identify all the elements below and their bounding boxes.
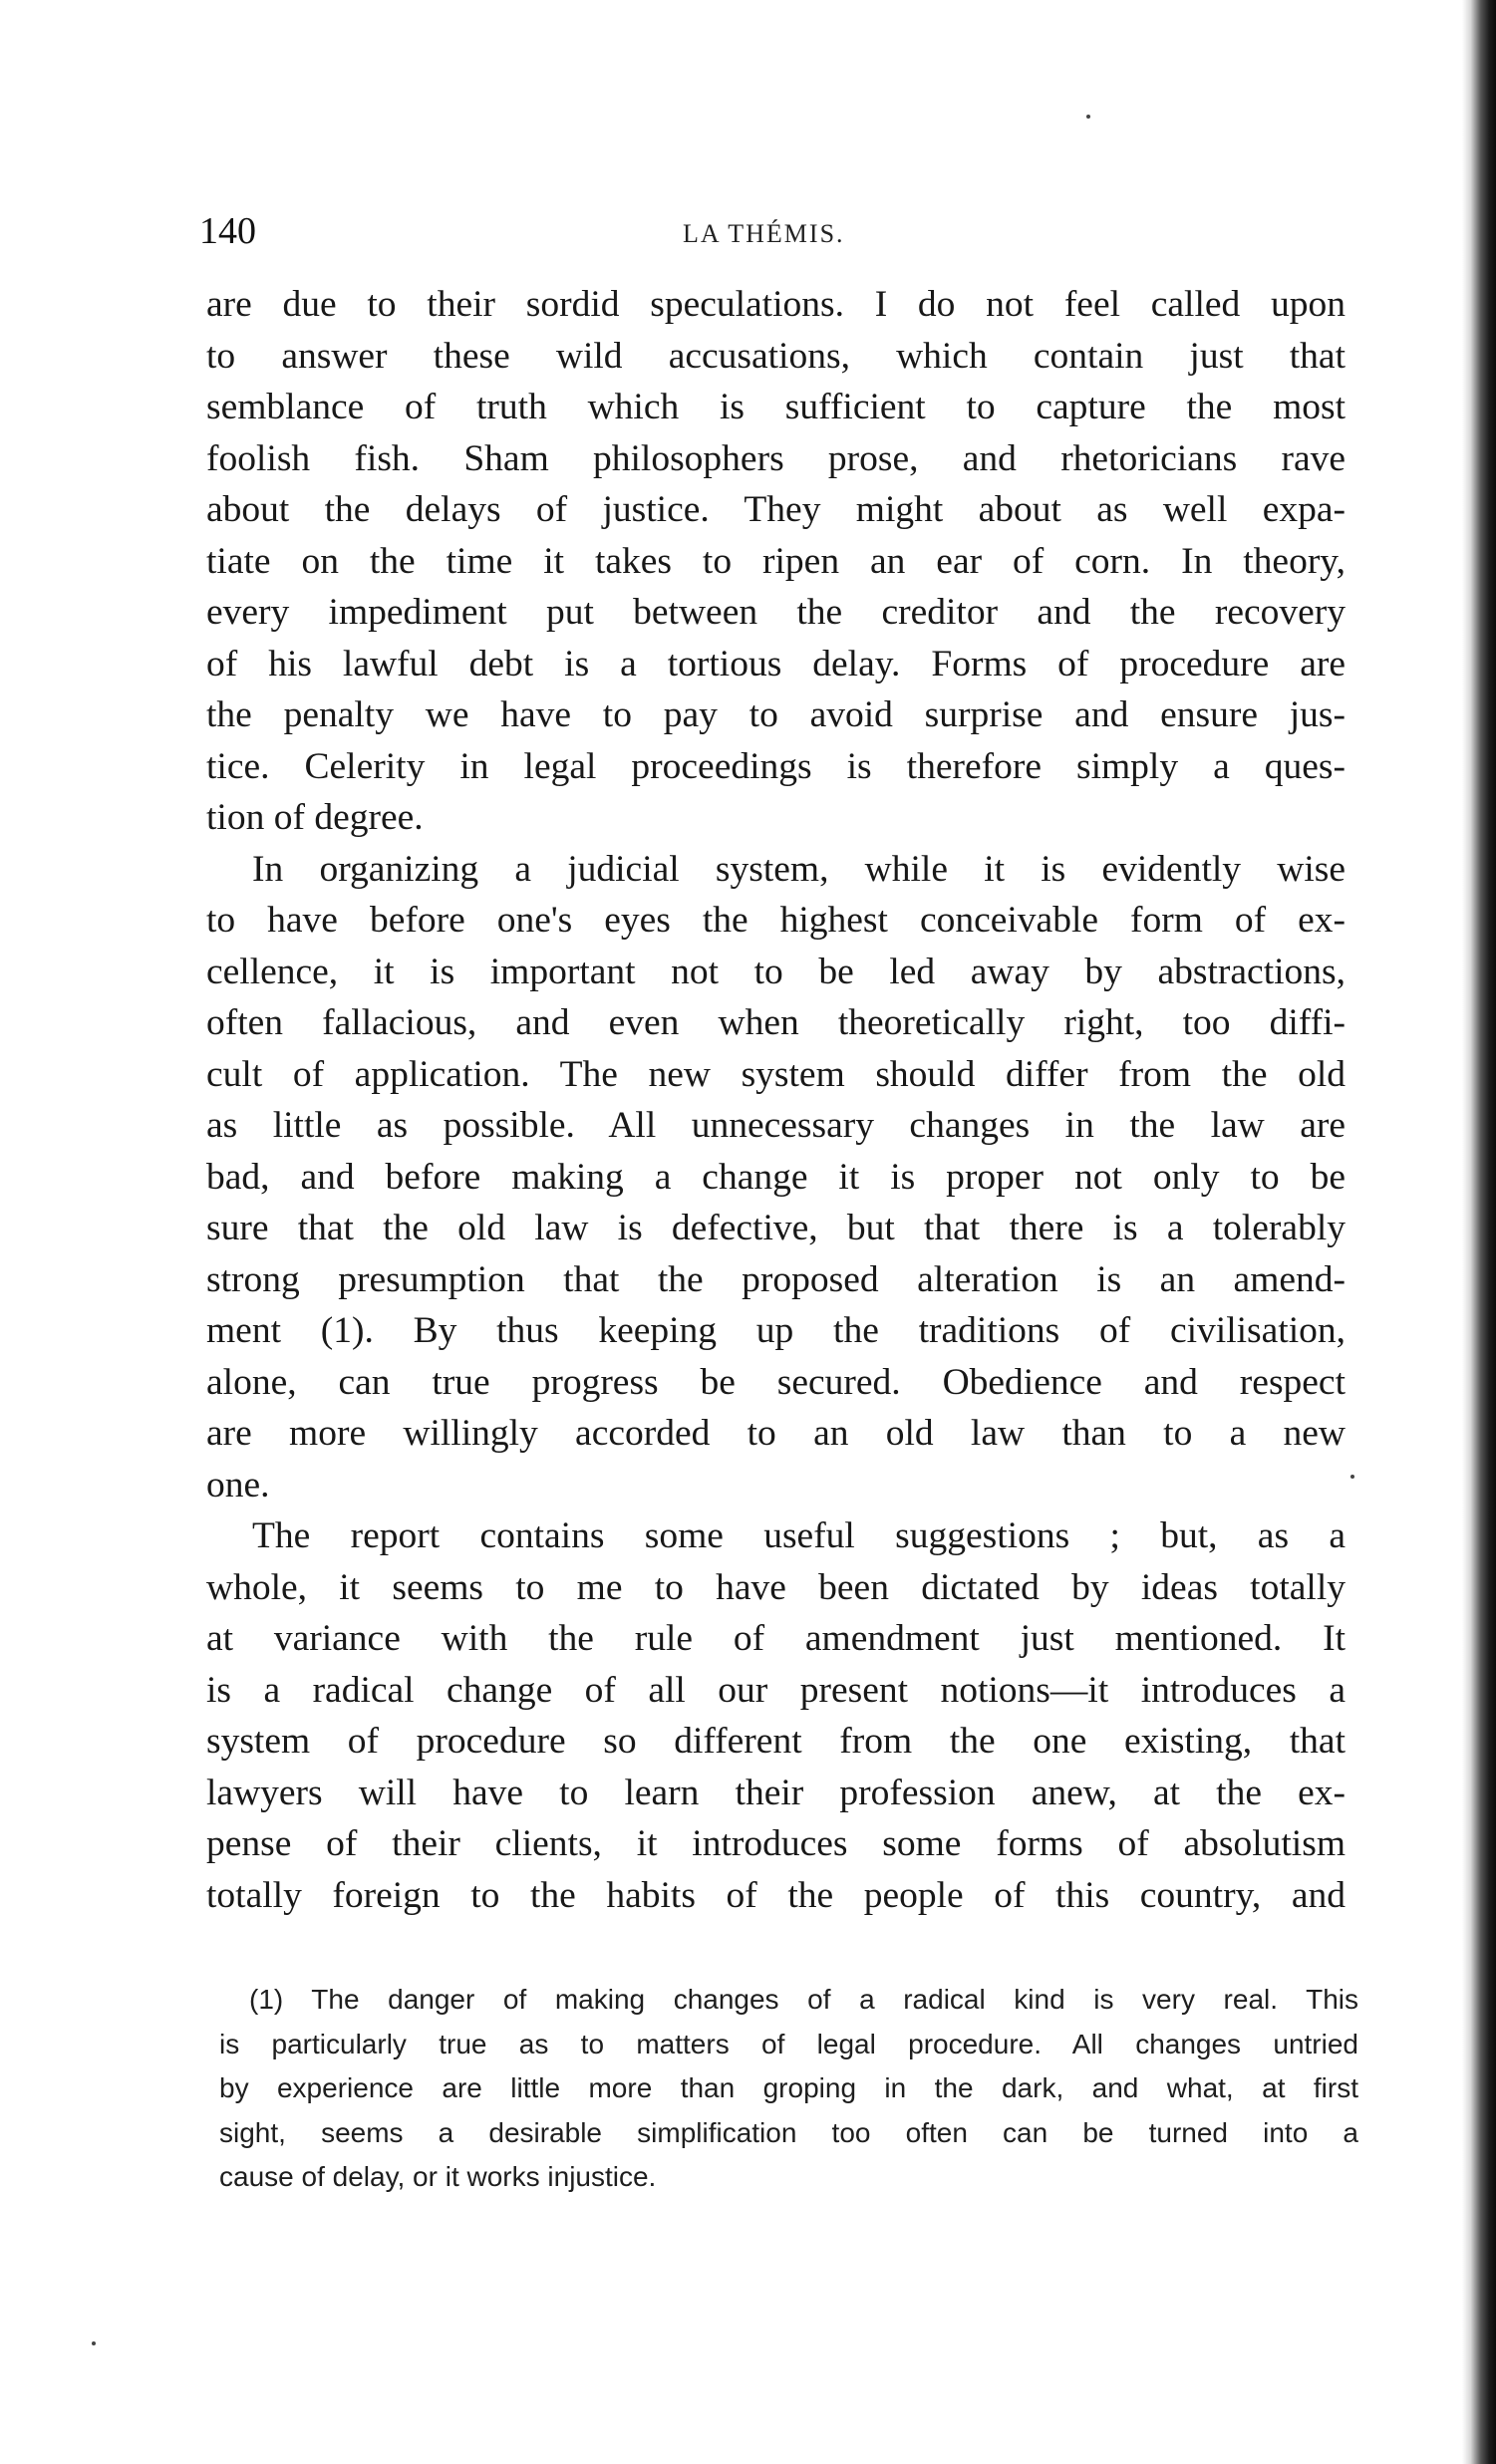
text-line: of his lawful debt is a tortious delay. Forms of procedure are <box>206 643 1346 684</box>
footnote-line: cause of delay, or it works injustice. <box>219 2161 657 2192</box>
footnote-line: (1) The danger of making changes of a radical kind is very real. This <box>249 1984 1358 2015</box>
text-line: are more willingly accorded to an old law than to a new <box>206 1413 1346 1454</box>
text-line: cult of application. The new system should differ from the old <box>206 1053 1346 1095</box>
text-line: tiate on the time it takes to ripen an ear of corn. In theory, <box>206 540 1346 582</box>
text-line: lawyers will have to learn their profession anew, at the ex- <box>206 1772 1346 1813</box>
body-text <box>206 279 1346 1921</box>
text-line: often fallacious, and even when theoretically right, too diffi- <box>206 1002 1346 1043</box>
paragraph-2 <box>206 844 1346 1511</box>
text-line: at variance with the rule of amendment just mentioned. It <box>206 1618 1346 1659</box>
text-line: foolish fish. Sham philosophers prose, and rhetoricians rave <box>206 437 1346 479</box>
text-line: In organizing a judicial system, while it is evidently wise <box>252 848 1346 890</box>
footnote-line: sight, seems a desirable simplification too often can be turned into a <box>219 2116 1358 2148</box>
text-line: to answer these wild accusations, which contain just that <box>206 335 1346 377</box>
print-speck <box>1086 115 1090 119</box>
book-binding-shadow <box>1462 0 1496 2464</box>
text-line: cellence, it is important not to be led away by abstractions, <box>206 951 1346 992</box>
text-line: to have before one's eyes the highest conceivable form of ex- <box>206 900 1346 941</box>
text-line: one. <box>206 1464 270 1506</box>
page-header <box>199 209 1346 259</box>
text-line: sure that the old law is defective, but that there is a tolerably <box>206 1208 1346 1248</box>
text-line: every impediment put between the creditor and the recovery <box>206 592 1346 633</box>
paragraph-3 <box>206 1510 1346 1921</box>
text-line: pense of their clients, it introduces some forms of absolutism <box>206 1823 1346 1864</box>
text-line: The report contains some useful suggestions ; but, as a <box>252 1515 1346 1556</box>
footnote <box>219 1978 1358 2200</box>
text-line: ment (1). By thus keeping up the traditions of civilisation, <box>206 1310 1346 1351</box>
print-speck <box>92 2341 96 2345</box>
print-speck <box>1350 1475 1354 1479</box>
text-line: strong presumption that the proposed alteration is an amend- <box>206 1258 1346 1300</box>
running-title: LA THÉMIS. <box>683 219 845 248</box>
text-line: about the delays of justice. They might about as well expa- <box>206 489 1346 530</box>
text-line: as little as possible. All unnecessary changes in the law are <box>206 1105 1346 1146</box>
footnote-line: is particularly true as to matters of legal procedure. All changes untried <box>219 2028 1358 2059</box>
text-line: tion of degree. <box>206 797 424 838</box>
footnote-line: by experience are little more than groping in the dark, and what, at first <box>219 2072 1358 2103</box>
text-line: totally foreign to the habits of the people of this country, and <box>206 1874 1346 1916</box>
text-line: semblance of truth which is sufficient to capture the most <box>206 387 1346 427</box>
text-line: is a radical change of all our present notions—it introduces a <box>206 1669 1346 1711</box>
text-line: system of procedure so different from the one existing, that <box>206 1721 1346 1762</box>
text-line: are due to their sordid speculations. I do not feel called upon <box>206 284 1346 325</box>
text-line: tice. Celerity in legal proceedings is therefore simply a ques- <box>206 745 1346 787</box>
paragraph-1 <box>206 279 1346 844</box>
page-number: 140 <box>199 210 256 252</box>
text-line: the penalty we have to pay to avoid surprise and ensure jus- <box>206 694 1346 735</box>
text-line: whole, it seems to me to have been dictated by ideas totally <box>206 1566 1346 1608</box>
text-line: bad, and before making a change it is proper not only to be <box>206 1156 1346 1198</box>
text-line: alone, can true progress be secured. Obedience and respect <box>206 1361 1346 1403</box>
